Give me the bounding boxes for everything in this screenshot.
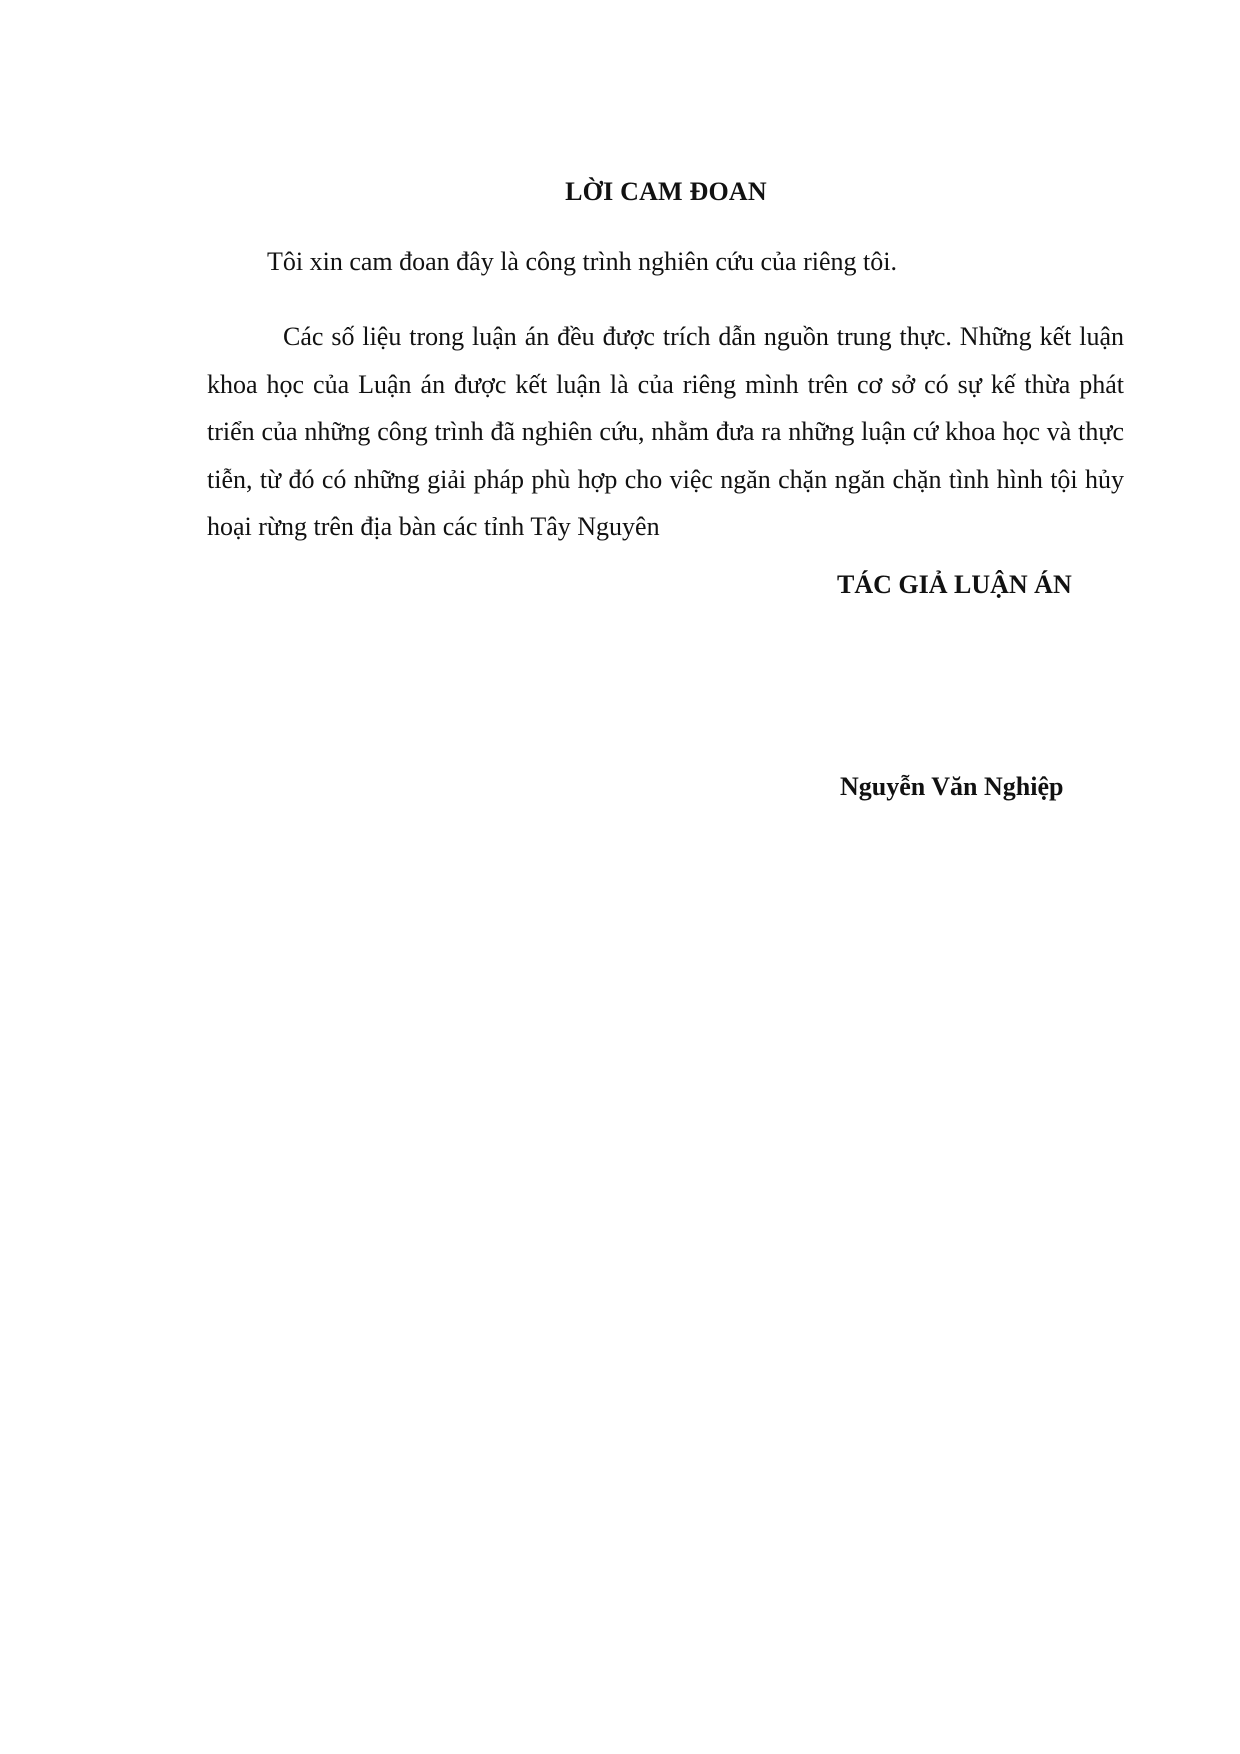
page-title: LỜI CAM ĐOAN: [565, 177, 767, 206]
author-name: Nguyễn Văn Nghiệp: [840, 772, 1064, 801]
body-paragraph: Các số liệu trong luận án đều được trích dẫn nguồn trung thực. Những kết luận khoa học của Luận án được kết luận là của riêng mình trên cơ sở có sự kế thừa phát triển của những công trình đã nghiên cứu, nhằm đưa ra những luận cứ khoa học và thực tiễn, từ đó có những giải pháp phù hợp cho việc ngăn chặn ngăn chặn tình hình tội hủy hoại rừng trên địa bàn các tỉnh Tây Nguyên: [207, 322, 1124, 541]
author-label: TÁC GIẢ LUẬN ÁN: [837, 570, 1072, 599]
declaration-paragraph: Tôi xin cam đoan đây là công trình nghiên cứu của riêng tôi.: [267, 247, 897, 276]
